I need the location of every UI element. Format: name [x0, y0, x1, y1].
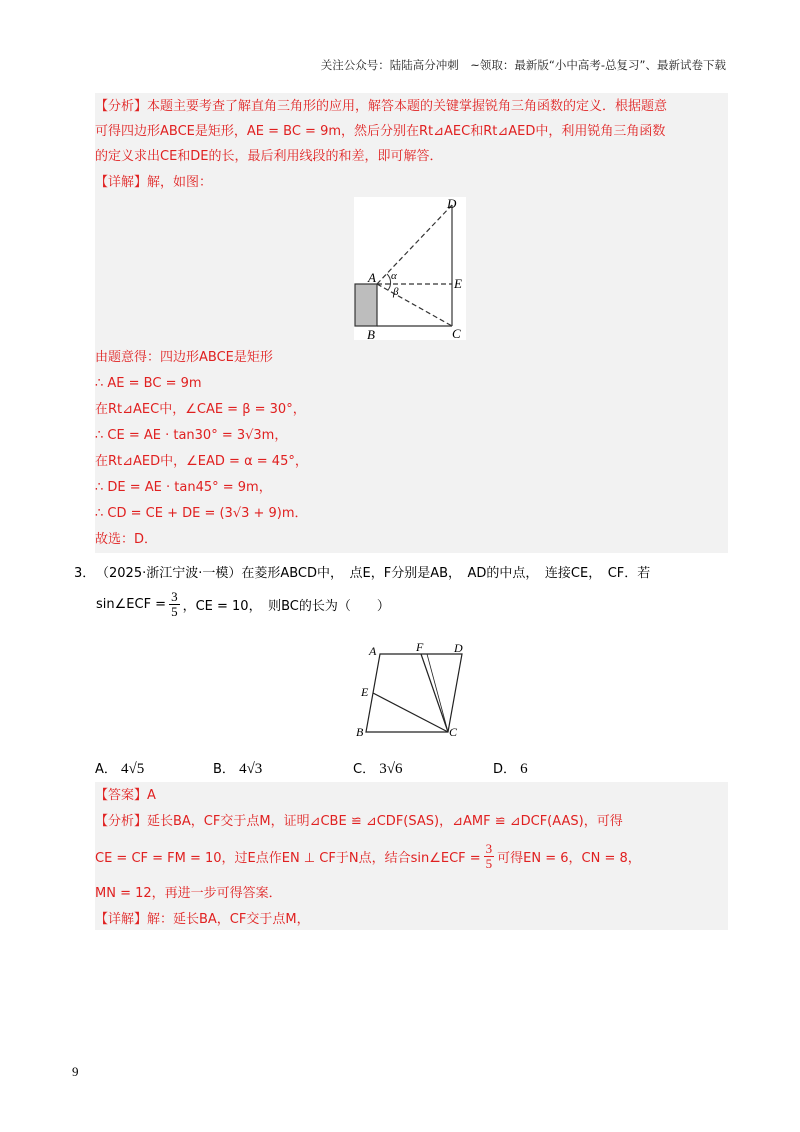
label-E: E: [454, 276, 462, 291]
option-c-key: C．: [353, 762, 376, 777]
analysis-block-1: [95, 93, 728, 553]
option-d-key: D．: [493, 762, 517, 777]
answer-block-2: [95, 782, 728, 930]
option-a[interactable]: [95, 758, 144, 778]
detail-heading-1: 【详解】解，如图：: [95, 175, 213, 190]
question-ce-text: ，CE = 10， 则BC的长为（ ）: [182, 599, 390, 614]
page-header: 关注公众号：陆陆高分冲刺 ~领取：最新版“小中高考-总复习”、最新试卷下载: [320, 58, 726, 72]
solution-step-7: ∴ CD = CE + DE = (3√3 + 9)m．: [95, 506, 308, 521]
question-sin-text: sin∠ECF =: [96, 597, 167, 612]
segment-AD: [377, 205, 452, 284]
solution-step-5: 在Rt⊿AED中，∠EAD = α = 45°，: [95, 454, 308, 469]
answer-fraction-num: 3: [485, 841, 493, 856]
solution-step-3: 在Rt⊿AEC中，∠CAE = β = 30°，: [95, 402, 306, 417]
option-c[interactable]: [353, 758, 402, 778]
rh-label-D: D: [454, 641, 463, 655]
option-b-value: 4√3: [239, 761, 263, 777]
rh-label-B: B: [356, 725, 364, 739]
label-C: C: [452, 326, 461, 340]
solution-choice: 故选：D．: [95, 532, 158, 547]
solution-step-6: ∴ DE = AE · tan45° = 9m，: [95, 480, 272, 495]
label-beta: β: [393, 286, 399, 298]
question-number: 3．: [74, 566, 96, 581]
fraction-numerator: 3: [171, 589, 178, 604]
answer-analysis-1: 【分析】延长BA，CF交于点M，证明⊿CBE ≌ ⊿CDF(SAS)，⊿AMF ≌ ⊿DCF(AAS)，可得: [95, 814, 623, 829]
answer-analysis-2-pre: CE = CF = FM = 10，过E点作EN ⊥ CF于N点，结合sin∠ECF =: [95, 851, 481, 866]
option-c-value: 3√6: [379, 761, 403, 777]
question-line-1: （2025·浙江宁波·一模）在菱形ABCD中， 点E，F分别是AB， AD的中点， 连接CE， CF．若: [96, 566, 651, 581]
analysis-line-2: 可得四边形ABCE是矩形，AE = BC = 9m，然后分别在Rt⊿AEC和Rt⊿AED中，利用锐角三角函数: [95, 124, 666, 139]
building-shape: [355, 284, 377, 326]
solution-step-4: ∴ CE = AE · tan30° = 3√3m，: [95, 428, 288, 443]
option-b[interactable]: [213, 758, 262, 778]
option-b-key: B．: [213, 762, 235, 777]
option-a-key: A．: [95, 762, 117, 777]
figure-rhombus-diagram: [352, 640, 472, 744]
answer-analysis-3: MN = 12，再进一步可得答案．: [95, 886, 282, 901]
figure-rectangle-diagram: [354, 197, 466, 340]
rh-label-C: C: [449, 725, 458, 739]
option-d-value: 6: [520, 761, 528, 777]
segment-AC: [377, 284, 452, 326]
option-a-value: 4√5: [121, 761, 145, 777]
answer-fraction: [484, 842, 495, 871]
answer-analysis-2-post: 可得EN = 6，CN = 8，: [497, 851, 641, 866]
question-line-2: [96, 590, 390, 619]
solution-step-1: 由题意得：四边形ABCE是矩形: [95, 350, 273, 365]
rh-label-F: F: [416, 640, 424, 654]
answer-analysis-2: [95, 842, 641, 871]
segment-CF-shade: [427, 654, 448, 732]
label-D: D: [447, 197, 457, 211]
solution-step-2: ∴ AE = BC = 9m: [95, 376, 202, 391]
answer-label: 【答案】A: [95, 788, 156, 803]
answer-fraction-den: 5: [485, 856, 493, 871]
fraction-denominator: 5: [171, 604, 178, 619]
rh-label-A: A: [369, 644, 377, 658]
option-d[interactable]: [493, 758, 528, 778]
analysis-line-3: 的定义求出CE和DE的长，最后利用线段的和差，即可解答．: [95, 149, 443, 164]
analysis-line-1: 【分析】本题主要考查了解直角三角形的应用，解答本题的关键掌握锐角三角函数的定义．根据题意: [95, 99, 668, 114]
label-B: B: [367, 327, 375, 340]
answer-detail: 【详解】解：延长BA，CF交于点M，: [95, 912, 310, 927]
fraction-3-5: [169, 590, 180, 619]
page-number: 9: [72, 1064, 79, 1079]
rh-label-E: E: [361, 685, 369, 699]
rhombus-ABCD: [366, 654, 462, 732]
label-alpha: α: [391, 270, 397, 282]
label-A: A: [368, 270, 376, 285]
